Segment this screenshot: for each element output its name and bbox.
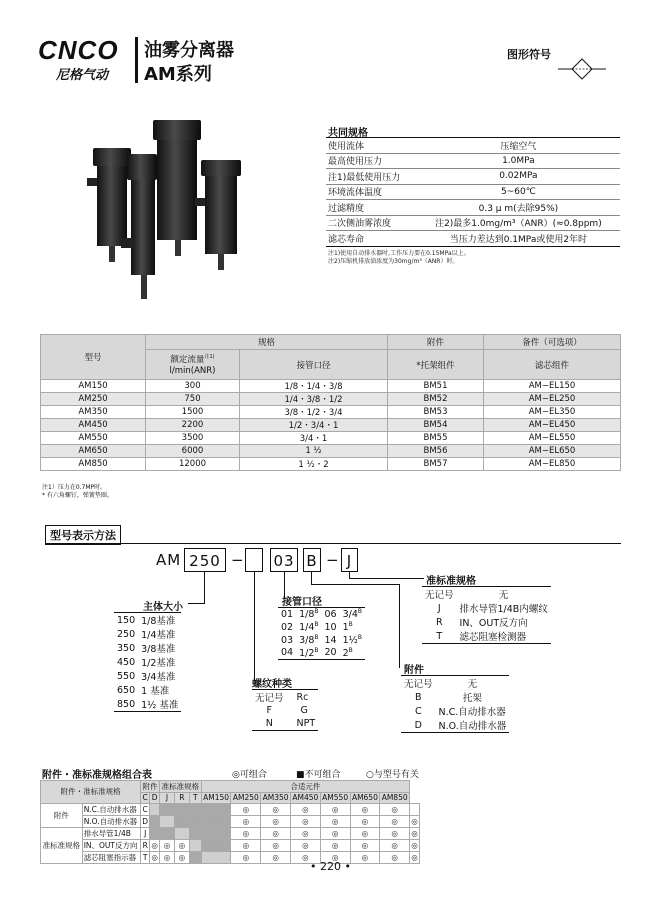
fit-cell: ◎ (350, 827, 380, 839)
cell: 1/2基准 (141, 658, 176, 669)
cell: 滤芯阻塞检测器 (459, 632, 527, 643)
table-row (41, 393, 621, 406)
col-accessory: 附件 (388, 335, 484, 350)
fit-cell: ◎ (350, 815, 380, 827)
fit-cell: ◎ (380, 851, 410, 863)
cell: 20 (324, 647, 337, 659)
spec-value: 压缩空气 (417, 138, 620, 154)
cell: $3/4^B$ (342, 608, 363, 621)
table-row (41, 457, 621, 470)
fit-cell: ◎ (380, 839, 410, 851)
fit-cell: ◎ (231, 815, 261, 827)
list-item (422, 601, 551, 615)
cell: 1 ½ (240, 445, 388, 458)
row-code: T (141, 851, 150, 863)
cell: 无记号 (404, 679, 433, 690)
fit-cell: ◎ (261, 851, 291, 863)
list-item (278, 608, 365, 621)
option-title: 准标准规格 (426, 576, 476, 587)
fit-cell: ◎ (290, 803, 320, 815)
model-notes (42, 484, 113, 500)
spec-title: 共同规格 (328, 128, 368, 139)
cell: 650 (117, 684, 136, 696)
combo-title: 附件・准标准规格组合表 (42, 770, 152, 781)
cell: BM57 (388, 457, 484, 470)
group-label: 附件 (41, 803, 83, 827)
thread-title: 螺纹种类 (252, 679, 292, 690)
cell: $1/2^B$ (299, 646, 319, 659)
spec-value: 5~60℃ (417, 184, 620, 200)
thread-table (252, 689, 318, 731)
brand-subtitle: 尼格气动 (56, 68, 109, 83)
cell: 04 (281, 647, 294, 659)
col-spare: 备件（可选项） (484, 335, 621, 350)
cell: 250 (117, 628, 136, 640)
fit-cell: ◎ (411, 852, 418, 862)
cell: N (265, 717, 273, 729)
combo-cell (189, 839, 201, 851)
fit-cell: ◎ (320, 815, 350, 827)
cell: N.O.自动排水器 (438, 721, 507, 732)
spec-key: 环境流体温度 (326, 184, 417, 200)
fit-cell: ◎ (380, 827, 410, 839)
cell: 350 (117, 642, 136, 654)
combo-cell (189, 827, 201, 839)
size-title: 主体大小 (143, 602, 183, 613)
combo-header: 准标准规格 (160, 781, 202, 793)
cell: Rc (296, 691, 309, 703)
combo-cell: ◎ (174, 839, 189, 851)
option-table (422, 586, 551, 644)
combo-cell (201, 815, 231, 827)
symbol-label: 图形符号 (507, 48, 551, 61)
combo-cell (174, 815, 189, 827)
cell: 300 (146, 380, 240, 393)
cell: 1/2・3/4・1 (240, 419, 388, 432)
col-spec: 规格 (146, 335, 388, 350)
fit-cell: ◎ (231, 839, 261, 851)
combo-header: AM850 (381, 793, 408, 803)
row-label: N.C.自动排水器 (82, 803, 140, 815)
cell: AM350 (41, 406, 146, 419)
list-item (114, 641, 181, 655)
cell: 1/8・1/4・3/8 (240, 380, 388, 393)
combo-cell: ◎ (151, 852, 158, 862)
table-row (41, 815, 420, 827)
accessory-title: 附件 (404, 665, 424, 676)
cell: 托架 (462, 693, 482, 704)
code-option: J (341, 548, 358, 572)
cell: F (266, 705, 272, 716)
fit-cell: ◎ (290, 827, 320, 839)
cell: AM550 (41, 432, 146, 445)
code-accessory: B (303, 548, 321, 572)
fit-cell: ◎ (411, 828, 418, 838)
combo-cell (150, 803, 160, 815)
list-item (114, 613, 181, 628)
filter-symbol-icon (558, 58, 606, 80)
cell: BM53 (388, 406, 484, 419)
cell: 1/4・3/8・1/2 (240, 393, 388, 406)
ordering-title: 型号表示方法 (45, 525, 121, 545)
cell: 750 (146, 393, 240, 406)
combo-cell (201, 803, 231, 815)
cell: 1/4基准 (141, 630, 176, 641)
list-item (252, 717, 318, 730)
accessory-table (401, 675, 509, 733)
combo-header: AM450 (292, 793, 319, 803)
fit-cell: ◎ (320, 827, 350, 839)
code-thread-blank (245, 548, 263, 572)
cell: AM250 (41, 393, 146, 406)
legend-item: ◎可组合 (232, 770, 267, 780)
cell: J (437, 602, 441, 614)
cell: 1½ 基准 (141, 700, 179, 711)
row-label: 滤芯阻塞指示器 (82, 851, 140, 863)
spec-key: 最高使用压力 (326, 153, 417, 169)
cell: AM−EL150 (484, 380, 621, 393)
cell: AM650 (41, 445, 146, 458)
col-bracket: *托架组件 (388, 350, 484, 380)
table-row (41, 380, 621, 393)
legend-item: ○与型号有关 (366, 770, 419, 780)
list-item (422, 629, 551, 644)
fit-cell: ◎ (261, 827, 291, 839)
combo-header: T (189, 793, 201, 804)
cell: 3/8基准 (141, 644, 176, 655)
fit-cell: ◎ (261, 815, 291, 827)
spec-value: 1.0MPa (417, 153, 620, 169)
table-row (41, 839, 420, 851)
cell: 1/8基准 (141, 616, 176, 627)
combo-header: AM350 (262, 793, 289, 803)
list-item (114, 627, 181, 641)
col-element: 滤芯组件 (484, 350, 621, 380)
combo-cell: ◎ (160, 839, 175, 851)
spec-note: 注1)使用自动排水器时,工作压力要在0.15MPa以上。 (328, 250, 470, 257)
spec-value: 0.3 μ m(去除95%) (417, 200, 620, 216)
cell: AM−EL650 (484, 445, 621, 458)
list-item (401, 690, 509, 704)
cell: $3/8^B$ (299, 633, 319, 647)
row-label: IN、OUT反方向 (82, 839, 140, 851)
cell: $1^B$ (342, 620, 353, 634)
list-item (401, 704, 509, 718)
combo-cell (174, 827, 189, 839)
model-table (40, 334, 621, 471)
code-dash: − (326, 551, 339, 569)
cell: 550 (117, 670, 136, 682)
combo-cell (160, 827, 175, 839)
page-number: • 220 • (310, 860, 351, 873)
row-label: 排水导管1/4B (82, 827, 140, 839)
model-note: 注1）压力在0.7MP时。 (42, 484, 107, 491)
cell: N.C.自动排水器 (438, 707, 506, 718)
combo-cell (189, 803, 201, 815)
combo-cell: ◎ (174, 851, 189, 863)
cell: 12000 (146, 457, 240, 470)
cell: AM150 (41, 380, 146, 393)
cell: 排水导管1/4B内螺纹 (459, 604, 548, 615)
combo-cell (189, 815, 201, 827)
leader-line (311, 584, 399, 585)
combo-header: 附件 (142, 782, 158, 791)
leader-line (311, 572, 312, 584)
leader-line (399, 584, 400, 668)
cell: AM−EL250 (484, 393, 621, 406)
cell: AM−EL850 (484, 457, 621, 470)
cell: 06 (324, 608, 337, 620)
combo-header: J (160, 793, 175, 804)
table-row (41, 803, 420, 815)
list-item (422, 615, 551, 629)
combo-table (40, 780, 420, 864)
list-item (252, 690, 318, 705)
spec-notes (328, 250, 470, 266)
leader-line (188, 603, 205, 604)
cell: AM850 (41, 457, 146, 470)
combo-header: 附件・准标准规格 (41, 781, 141, 804)
combo-cell (150, 827, 160, 839)
cell: B (414, 691, 422, 703)
fit-cell: ◎ (350, 839, 380, 851)
brand-logo: CNCO (38, 35, 119, 65)
list-item (422, 587, 551, 602)
cell: 3500 (146, 432, 240, 445)
col-model: 型号 (41, 335, 146, 380)
list-item (252, 704, 318, 717)
table-row (41, 445, 621, 458)
row-code: J (141, 827, 150, 839)
combo-header: C (142, 793, 148, 803)
spec-table (326, 137, 620, 247)
spec-row (326, 215, 620, 231)
cell: 3/4・1 (240, 432, 388, 445)
fit-cell: ◎ (231, 803, 261, 815)
cell: 01 (281, 608, 294, 620)
cell: AM−EL550 (484, 432, 621, 445)
product-photo (85, 118, 250, 303)
spec-row (326, 138, 620, 154)
cell: 1 ½・2 (240, 457, 388, 470)
row-code: D (142, 816, 149, 826)
cell: G (300, 705, 308, 716)
combo-header: D (150, 793, 160, 804)
code-size: 250 (184, 548, 226, 572)
spec-row (326, 184, 620, 200)
spec-row (326, 169, 620, 185)
spec-row (326, 231, 620, 247)
list-item (278, 647, 365, 660)
combo-cell (150, 815, 160, 827)
spec-value: 当压力差达到0.1MPa或使用2年时 (417, 231, 620, 247)
cell: 2200 (146, 419, 240, 432)
fit-cell: ◎ (320, 803, 350, 815)
spec-value: 0.02MPa (417, 169, 620, 185)
cell: C (414, 705, 422, 717)
fit-cell: ◎ (231, 851, 261, 863)
section-divider (45, 543, 621, 544)
cell: R (435, 616, 443, 628)
combo-header: AM650 (351, 793, 378, 803)
leader-line (254, 572, 255, 681)
spec-key: 使用流体 (326, 138, 417, 154)
cell: D (414, 719, 422, 731)
cell: 3/8・1/2・3/4 (240, 406, 388, 419)
row-code: R (142, 840, 148, 850)
col-port: 接管口径 (240, 350, 388, 380)
combo-cell (160, 815, 175, 827)
fit-cell: ◎ (320, 839, 350, 851)
list-item (278, 634, 365, 647)
col-flow: 额定流量$^{注1)}$ l/min(ANR) (146, 350, 240, 380)
fit-cell: ◎ (290, 815, 320, 827)
combo-cell (201, 827, 231, 839)
fit-cell: ◎ (261, 839, 291, 851)
port-table (278, 607, 365, 660)
cell: 02 (281, 621, 294, 633)
cell: AM450 (41, 419, 146, 432)
cell: 1½$^B$ (342, 633, 362, 647)
list-item (114, 683, 181, 697)
spec-key: 二次侧油雾浓度 (326, 215, 417, 231)
spec-value: 注2)最多1.0mg/m³（ANR）(≈0.8ppm) (417, 215, 620, 231)
cell: 无记号 (255, 693, 284, 704)
fit-cell: ◎ (290, 839, 320, 851)
cell: 150 (117, 614, 136, 626)
leader-line (204, 572, 205, 603)
cell: BM54 (388, 419, 484, 432)
list-item (114, 669, 181, 683)
cell: BM55 (388, 432, 484, 445)
cell: $2^B$ (342, 646, 353, 659)
fit-cell: ◎ (350, 851, 380, 863)
fit-cell: ◎ (261, 803, 291, 815)
spec-row (326, 200, 620, 216)
combo-cell: ◎ (160, 851, 175, 863)
fit-cell: ◎ (380, 803, 410, 815)
row-label: N.O.自动排水器 (82, 815, 140, 827)
cell: IN、OUT反方向 (459, 618, 528, 629)
cell: 6000 (146, 445, 240, 458)
spec-note: 注2)压缩机排放油浓度为30mg/m³（ANR）时。 (328, 258, 459, 265)
combo-cell (160, 803, 175, 815)
cell: 1 基准 (141, 686, 170, 697)
cell: 3/4基准 (141, 672, 176, 683)
cell: $1/4^B$ (299, 620, 319, 634)
table-row (41, 851, 420, 863)
cell: AM−EL450 (484, 419, 621, 432)
list-item (401, 676, 509, 691)
combo-header: 合适元件 (201, 781, 409, 793)
combo-cell (201, 851, 231, 863)
table-row (41, 406, 621, 419)
fit-cell: ◎ (231, 827, 261, 839)
cell: AM−EL350 (484, 406, 621, 419)
size-table (114, 612, 181, 712)
spec-row (326, 153, 620, 169)
code-prefix: AM (156, 551, 182, 569)
spec-key: 注1)最低使用压力 (326, 169, 417, 185)
code-port: 03 (270, 548, 298, 572)
cell: T (436, 630, 443, 642)
fit-cell: ◎ (350, 803, 380, 815)
table-row (41, 827, 420, 839)
cell: $1/8^B$ (299, 608, 319, 621)
cell: 10 (324, 621, 337, 633)
cell: 450 (117, 656, 136, 668)
leader-line (349, 578, 424, 579)
combo-cell (174, 803, 189, 815)
table-row (41, 432, 621, 445)
row-code: C (142, 804, 148, 814)
cell: BM51 (388, 380, 484, 393)
cell: 850 (117, 698, 136, 710)
series-title: AM系列 (144, 64, 212, 85)
cell: 14 (324, 634, 337, 646)
fit-cell: ◎ (320, 851, 350, 863)
cell: 无 (498, 590, 509, 601)
fit-cell: ◎ (290, 851, 320, 863)
cell: 无 (467, 679, 478, 690)
combo-cell (201, 839, 231, 851)
list-item (114, 655, 181, 669)
cell: NPT (296, 717, 316, 729)
list-item (401, 718, 509, 733)
cell: BM56 (388, 445, 484, 458)
combo-header: AM250 (232, 793, 259, 803)
combo-cell: ◎ (151, 840, 158, 850)
page-title: 油雾分离器 (144, 40, 234, 61)
cell: 无记号 (425, 590, 454, 601)
fit-cell: ◎ (411, 816, 418, 826)
cell: BM52 (388, 393, 484, 406)
port-title: 接管口径 (282, 597, 322, 608)
combo-cell (189, 851, 201, 863)
fit-cell (410, 803, 420, 815)
list-item (278, 621, 365, 634)
combo-header: AM550 (322, 793, 349, 803)
combo-header: R (174, 793, 189, 804)
legend-item: ■不可组合 (296, 770, 341, 780)
spec-key: 滤芯寿命 (326, 231, 417, 247)
brand-divider (135, 37, 138, 83)
combo-header: AM150 (203, 793, 230, 803)
spec-key: 过滤精度 (326, 200, 417, 216)
fit-cell: ◎ (380, 815, 410, 827)
code-dash: − (231, 551, 244, 569)
table-row (41, 419, 621, 432)
cell: 1500 (146, 406, 240, 419)
list-item (114, 697, 181, 712)
fit-cell: ◎ (411, 840, 418, 850)
group-label: 准标准规格 (41, 827, 83, 863)
cell: 03 (281, 634, 294, 646)
model-note: * 有六角螺钉，弹簧垫圈。 (42, 492, 113, 499)
